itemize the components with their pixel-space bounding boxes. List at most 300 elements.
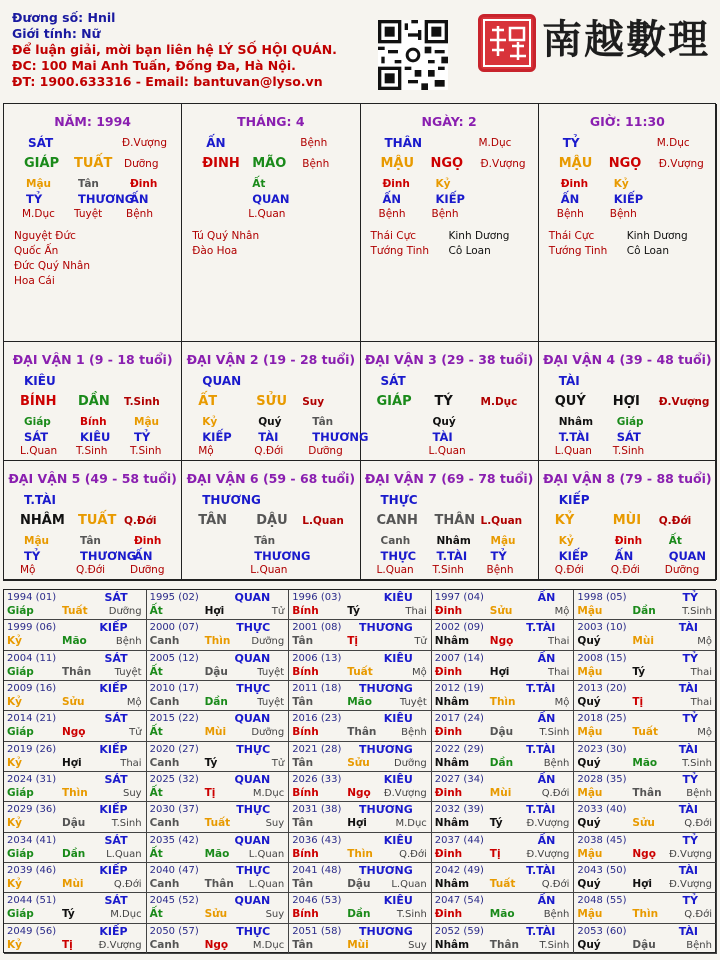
dai-van-cell	[539, 461, 717, 580]
hidden-stem: Đinh	[382, 178, 410, 190]
year-label: 2010 (17)	[149, 683, 199, 694]
year-phase: Tuyệt	[257, 697, 285, 708]
year-phase: Suy	[265, 909, 285, 921]
year-phase: Mộ	[697, 727, 712, 739]
year-cell	[574, 833, 717, 863]
dai-van-title: ĐẠI VẬN 3 (29 - 38 tuổi)	[364, 352, 534, 367]
hidden-stem: Tân	[80, 535, 101, 547]
year-chi: Mùi	[62, 878, 84, 890]
year-label: 2035 (42)	[149, 834, 199, 846]
year-label: 2034 (41)	[7, 834, 57, 846]
year-can: Ất	[149, 847, 163, 860]
year-cell	[147, 802, 290, 832]
year-chi: Tuất	[62, 605, 88, 617]
year-label: 2024 (31)	[7, 774, 57, 785]
year-can: Canh	[149, 817, 180, 830]
dai-van-phase: Q.Đới	[658, 515, 692, 527]
year-label: 2053 (60)	[577, 925, 627, 937]
year-phase: Mộ	[126, 697, 142, 708]
hidden-star: TỶ	[134, 430, 151, 444]
year-chi: Tị	[489, 847, 501, 860]
dai-van-top-star: THỰC	[380, 493, 418, 507]
year-label: 2045 (52)	[149, 895, 199, 907]
year-cell	[289, 742, 432, 772]
year-can: Kỷ	[7, 817, 22, 830]
year-can: Nhâm	[434, 938, 470, 951]
year-phase: Suy	[265, 818, 285, 830]
year-label: 1995 (02)	[149, 592, 199, 603]
year-phase: Mộ	[554, 697, 570, 708]
dai-van-top-star: KIẾP	[558, 493, 590, 507]
dai-van-cell	[361, 342, 539, 461]
year-can: Mậu	[577, 665, 603, 678]
year-phase: Tử	[414, 636, 427, 648]
dai-van-title: ĐẠI VẬN 5 (49 - 58 tuổi)	[8, 471, 177, 486]
hidden-star: KIẾP	[613, 192, 644, 206]
year-cell	[574, 742, 717, 772]
year-cell	[289, 893, 432, 923]
year-cell	[289, 681, 432, 711]
year-label: 2012 (19)	[434, 683, 484, 694]
hidden-phase: M.Dục	[22, 208, 55, 220]
year-can: Mậu	[577, 847, 603, 860]
year-chi: Tý	[204, 756, 218, 769]
year-chi: Tý	[489, 817, 503, 830]
hidden-stem: Kỷ	[558, 535, 574, 547]
shensha-item: Thái Cực	[548, 230, 595, 242]
hidden-phase: Bệnh	[378, 208, 406, 220]
year-label: 2049 (56)	[7, 925, 57, 937]
dai-van-phase: M.Dục	[480, 396, 518, 408]
hidden-star: ẤN	[130, 192, 149, 206]
pillar-title: NĂM: 1994	[54, 114, 131, 129]
dai-van-chi: TUẤT	[78, 513, 117, 528]
pillar-phase: Đ.Vượng	[658, 158, 704, 170]
year-label: 2013 (20)	[577, 683, 627, 694]
hidden-phase: T.Sinh	[432, 564, 464, 576]
year-chi: Mão	[632, 756, 658, 769]
hidden-star: SÁT	[24, 430, 49, 444]
year-phase: Bệnh	[115, 636, 142, 648]
year-star: SÁT	[104, 833, 128, 847]
year-cell	[432, 924, 575, 954]
year-star: SÁT	[104, 773, 128, 786]
year-can: Quý	[577, 696, 601, 708]
year-chi: Mão	[204, 847, 230, 860]
year-cell	[574, 651, 717, 681]
year-cell	[147, 681, 290, 711]
hidden-phase: Mộ	[20, 564, 36, 576]
year-can: Giáp	[7, 847, 34, 860]
year-label: 2028 (35)	[577, 774, 627, 785]
year-label: 2051 (58)	[292, 925, 342, 937]
hidden-star: TÀI	[258, 430, 279, 444]
pillar-title: NGÀY: 2	[421, 114, 477, 129]
pillar-can: MẬU	[380, 156, 415, 171]
hidden-phase: Dưỡng	[664, 564, 700, 576]
year-phase: T.Sinh	[539, 727, 570, 739]
year-phase: Bệnh	[686, 788, 712, 799]
year-cell	[4, 711, 147, 741]
year-can: Bính	[292, 787, 319, 799]
pillar-chi: TUẤT	[74, 156, 113, 171]
hidden-star: KIẾP	[435, 192, 465, 206]
year-chi: Tuất	[489, 878, 516, 890]
year-label: 2052 (59)	[434, 925, 484, 937]
year-label: 2037 (44)	[434, 834, 484, 846]
hidden-phase: Dưỡng	[130, 564, 165, 576]
hidden-phase: Dưỡng	[308, 445, 343, 457]
year-star: TỶ	[682, 894, 698, 908]
year-label: 2039 (46)	[7, 865, 57, 876]
year-phase: Đ.Vượng	[383, 788, 427, 799]
hidden-stem: Ất	[252, 178, 266, 190]
year-label: 2040 (47)	[149, 865, 199, 876]
year-can: Tân	[292, 696, 314, 708]
year-chi: Thìn	[632, 908, 659, 921]
year-star: QUAN	[234, 894, 271, 908]
year-phase: Thai	[120, 757, 142, 769]
year-chi: Mùi	[204, 726, 227, 739]
year-phase: Dưỡng	[251, 727, 285, 739]
dai-van-phase: T.Sinh	[124, 396, 160, 408]
year-can: Tân	[292, 756, 314, 769]
year-chi: Thân	[347, 726, 377, 739]
year-can: Bính	[292, 908, 319, 921]
year-chi: Dần	[347, 908, 371, 921]
hidden-star: ẤN	[134, 549, 153, 563]
year-star: THỰC	[236, 682, 271, 695]
year-label: 2014 (21)	[7, 713, 57, 725]
year-cell	[289, 924, 432, 954]
year-phase: Dưỡng	[251, 636, 285, 648]
hidden-star: TÀI	[432, 430, 453, 444]
hidden-stem: Mậu	[24, 535, 50, 547]
hidden-stem: Kỷ	[613, 178, 629, 190]
year-cell	[432, 711, 575, 741]
hidden-star: T.TÀI	[436, 549, 468, 563]
year-cell	[432, 681, 575, 711]
year-star: T.TÀI	[526, 742, 556, 756]
year-label: 2027 (34)	[434, 774, 484, 785]
pillar-cell	[361, 104, 539, 342]
year-phase: Tử	[129, 727, 142, 739]
year-chi: Ngọ	[489, 635, 514, 648]
hidden-phase: Bệnh	[609, 208, 637, 220]
year-can: Kỷ	[7, 696, 22, 708]
year-cell	[147, 590, 290, 620]
year-can: Bính	[292, 605, 319, 617]
pillar-top-phase: M.Dục	[656, 137, 690, 149]
year-cell	[432, 833, 575, 863]
year-cell	[432, 863, 575, 893]
year-chi: Tị	[62, 938, 73, 951]
year-label: 2043 (50)	[577, 865, 627, 876]
year-cell	[4, 802, 147, 832]
hidden-phase: Mộ	[198, 445, 214, 457]
pillar-top-star: ẤN	[206, 136, 226, 150]
year-star: KIÊU	[383, 833, 413, 847]
year-chi: Sửu	[204, 908, 228, 921]
pillar-phase: Bệnh	[302, 158, 330, 170]
hidden-star: THỰC	[380, 549, 417, 563]
year-can: Đinh	[434, 726, 463, 739]
header-info	[12, 10, 337, 90]
year-label: 2046 (53)	[292, 895, 342, 907]
year-cell	[289, 620, 432, 650]
hidden-stem: Mậu	[26, 178, 52, 190]
year-phase: Bệnh	[686, 939, 712, 951]
year-can: Ất	[149, 726, 163, 739]
year-chi: Thìn	[62, 787, 88, 799]
year-star: THỰC	[236, 742, 271, 756]
year-chi: Tị	[204, 787, 216, 799]
hidden-stem: Quý	[432, 416, 456, 428]
year-star: SÁT	[104, 591, 128, 604]
year-cell	[147, 772, 290, 802]
year-phase: Đ.Vượng	[98, 939, 142, 951]
year-star: KIẾP	[99, 682, 128, 695]
year-cell	[574, 863, 717, 893]
year-phase: Q.Đới	[684, 909, 712, 921]
year-chi: Sửu	[632, 817, 655, 830]
year-cell	[4, 863, 147, 893]
year-can: Mậu	[577, 908, 603, 921]
year-can: Tân	[292, 878, 314, 890]
year-cell	[432, 802, 575, 832]
year-label: 1994 (01)	[7, 592, 57, 603]
year-chi: Dần	[204, 696, 228, 708]
year-can: Mậu	[577, 726, 603, 739]
hidden-phase: L.Quan	[248, 208, 286, 220]
hidden-phase: Bệnh	[556, 208, 584, 220]
hidden-phase: Q.Đới	[610, 564, 640, 576]
hidden-stem: Nhâm	[436, 535, 471, 547]
year-can: Tân	[292, 938, 314, 951]
dai-van-top-star: QUAN	[202, 374, 242, 388]
hidden-stem: Đinh	[134, 535, 162, 547]
year-chi: Tị	[347, 635, 358, 648]
year-star: T.TÀI	[526, 682, 556, 695]
shensha-item: Cô Loan	[626, 245, 670, 257]
year-cell	[4, 681, 147, 711]
hidden-stem: Mậu	[134, 416, 160, 428]
year-label: 2002 (09)	[434, 622, 484, 634]
year-star: THỰC	[236, 621, 271, 635]
dai-van-title: ĐẠI VẬN 6 (59 - 68 tuổi)	[186, 471, 356, 486]
hidden-phase: Tuyệt	[74, 208, 103, 220]
year-phase: Suy	[408, 939, 427, 951]
hidden-star: KIẾP	[202, 430, 232, 444]
year-can: Canh	[149, 938, 180, 951]
year-star: KIÊU	[383, 773, 413, 786]
dai-van-cell	[361, 461, 539, 580]
pillar-phase: Đ.Vượng	[480, 158, 526, 170]
year-label: 2031 (38)	[292, 804, 342, 816]
year-chi: Thân	[204, 878, 234, 890]
year-chi: Hợi	[632, 878, 652, 890]
year-chi: Ngọ	[347, 787, 371, 799]
year-phase: Mộ	[554, 606, 570, 617]
year-star: TÀI	[678, 742, 698, 756]
dai-van-title: ĐẠI VẬN 1 (9 - 18 tuổi)	[12, 352, 173, 367]
year-can: Kỷ	[7, 635, 22, 648]
dai-van-top-star: KIÊU	[24, 374, 56, 388]
phone-email-line: ĐT: 1900.633316 - Email: bantuvan@lyso.vn	[12, 74, 323, 89]
year-star: QUAN	[234, 712, 271, 726]
hidden-star: THƯƠNG	[312, 430, 369, 444]
year-chi: Sửu	[489, 605, 513, 617]
year-can: Mậu	[577, 787, 603, 799]
year-phase: L.Quan	[248, 848, 285, 860]
year-cell	[574, 802, 717, 832]
year-chi: Sửu	[347, 756, 370, 769]
year-label: 2008 (15)	[577, 652, 627, 664]
year-can: Quý	[577, 817, 601, 830]
year-chi: Dậu	[632, 938, 656, 951]
year-phase: Thai	[690, 697, 712, 708]
year-label: 1997 (04)	[434, 592, 484, 603]
year-cell	[4, 742, 147, 772]
year-star: TỶ	[682, 651, 698, 665]
shensha-item: Tú Quý Nhân	[192, 230, 260, 242]
hidden-star: ẤN	[614, 549, 634, 563]
year-star: T.TÀI	[526, 803, 556, 817]
year-can: Đinh	[434, 847, 463, 860]
pillar-can: MẬU	[558, 156, 593, 171]
year-phase: Đ.Vượng	[526, 818, 570, 830]
year-phase: Bệnh	[543, 909, 570, 921]
year-cell	[289, 863, 432, 893]
year-chi: Dậu	[347, 878, 371, 890]
year-chi: Tuất	[347, 665, 373, 678]
year-star: ẤN	[537, 773, 556, 786]
year-chi: Mùi	[347, 938, 369, 951]
year-star: THƯƠNG	[359, 742, 413, 756]
year-star: TÀI	[678, 864, 698, 877]
year-label: 2021 (28)	[292, 743, 342, 755]
pillar-cell	[4, 104, 182, 342]
year-star: ẤN	[537, 591, 556, 604]
year-chi: Ngọ	[632, 847, 656, 860]
year-phase: T.Sinh	[539, 939, 570, 951]
hidden-stem: Mậu	[490, 535, 516, 547]
year-phase: Thai	[548, 666, 570, 678]
year-star: THƯƠNG	[359, 864, 413, 877]
dai-van-title: ĐẠI VẬN 4 (39 - 48 tuổi)	[543, 352, 712, 367]
year-chi: Thân	[489, 938, 519, 951]
dai-van-phase: Đ.Vượng	[658, 396, 710, 408]
year-can: Quý	[577, 756, 601, 769]
year-can: Tân	[292, 817, 314, 830]
pillar-top-phase: M.Dục	[478, 137, 512, 149]
year-star: THƯƠNG	[359, 682, 413, 695]
year-phase: Tuyệt	[114, 666, 142, 678]
year-label: 2038 (45)	[577, 834, 627, 846]
year-can: Đinh	[434, 908, 463, 921]
year-star: THƯƠNG	[359, 924, 413, 938]
dai-van-top-star: SÁT	[380, 374, 406, 388]
year-can: Giáp	[7, 726, 34, 739]
year-chi: Hợi	[489, 665, 510, 678]
hidden-phase: L.Quan	[376, 564, 414, 576]
year-phase: Thai	[548, 636, 570, 648]
hidden-star: ẤN	[382, 192, 402, 206]
pillar-can: GIÁP	[24, 156, 60, 171]
dai-van-chi: TÝ	[434, 394, 453, 409]
year-chi: Mão	[347, 696, 372, 708]
hidden-phase: Bệnh	[126, 208, 153, 220]
shensha-item: Tướng Tinh	[548, 245, 608, 257]
year-star: QUAN	[234, 833, 271, 847]
hidden-phase: L.Quan	[250, 564, 288, 576]
dai-van-phase: Suy	[302, 396, 325, 408]
year-star: QUAN	[234, 651, 271, 665]
year-chi: Thìn	[347, 847, 373, 860]
year-can: Nhâm	[434, 756, 470, 769]
pillar-can: ĐINH	[202, 156, 240, 171]
dai-van-can: BÍNH	[20, 394, 57, 409]
year-star: TỶ	[682, 773, 698, 786]
year-cell	[289, 772, 432, 802]
pillar-chi: NGỌ	[430, 156, 464, 171]
year-chi: Dậu	[204, 665, 228, 678]
dai-van-phase: L.Quan	[302, 515, 344, 527]
pillars-grid	[3, 103, 716, 581]
hidden-phase: Q.Đới	[254, 445, 284, 457]
year-cell	[574, 924, 717, 954]
year-cell	[147, 833, 290, 863]
dai-van-can: CANH	[376, 513, 418, 528]
year-phase: Dưỡng	[393, 757, 427, 769]
year-label: 2032 (39)	[434, 804, 484, 816]
year-can: Bính	[292, 726, 319, 739]
year-phase: L.Quan	[248, 879, 285, 890]
year-cell	[574, 620, 717, 650]
dai-van-can: QUÝ	[554, 394, 586, 409]
year-can: Đinh	[434, 605, 463, 617]
year-cell	[147, 742, 290, 772]
year-label: 2033 (40)	[577, 804, 627, 816]
pillar-top-phase: Bệnh	[300, 137, 328, 149]
year-star: KIẾP	[99, 621, 128, 635]
year-cell	[4, 833, 147, 863]
dai-van-cell	[4, 461, 182, 580]
hidden-star: T.TÀI	[558, 430, 590, 444]
year-label: 2003 (10)	[577, 622, 627, 634]
year-star: TỶ	[682, 712, 698, 726]
dai-van-title: ĐẠI VẬN 8 (79 - 88 tuổi)	[543, 471, 712, 486]
year-chi: Dậu	[62, 817, 86, 830]
year-can: Nhâm	[434, 635, 470, 648]
year-can: Canh	[149, 756, 180, 769]
year-star: THƯƠNG	[359, 621, 413, 635]
year-star: ẤN	[537, 894, 556, 908]
year-star: KIẾP	[99, 864, 128, 877]
year-cell	[147, 893, 290, 923]
year-label: 1998 (05)	[577, 592, 627, 603]
year-chi: Thìn	[489, 696, 516, 708]
year-can: Ất	[149, 787, 163, 799]
hidden-phase: T.Sinh	[612, 445, 645, 457]
year-phase: Thai	[405, 606, 427, 617]
shensha-item: Kinh Dương	[626, 230, 688, 242]
year-label: 2009 (16)	[7, 683, 57, 694]
year-chi: Thân	[632, 787, 662, 799]
shensha-item: Kinh Dương	[448, 230, 510, 242]
year-label: 2019 (26)	[7, 743, 57, 755]
year-star: TÀI	[678, 621, 698, 635]
